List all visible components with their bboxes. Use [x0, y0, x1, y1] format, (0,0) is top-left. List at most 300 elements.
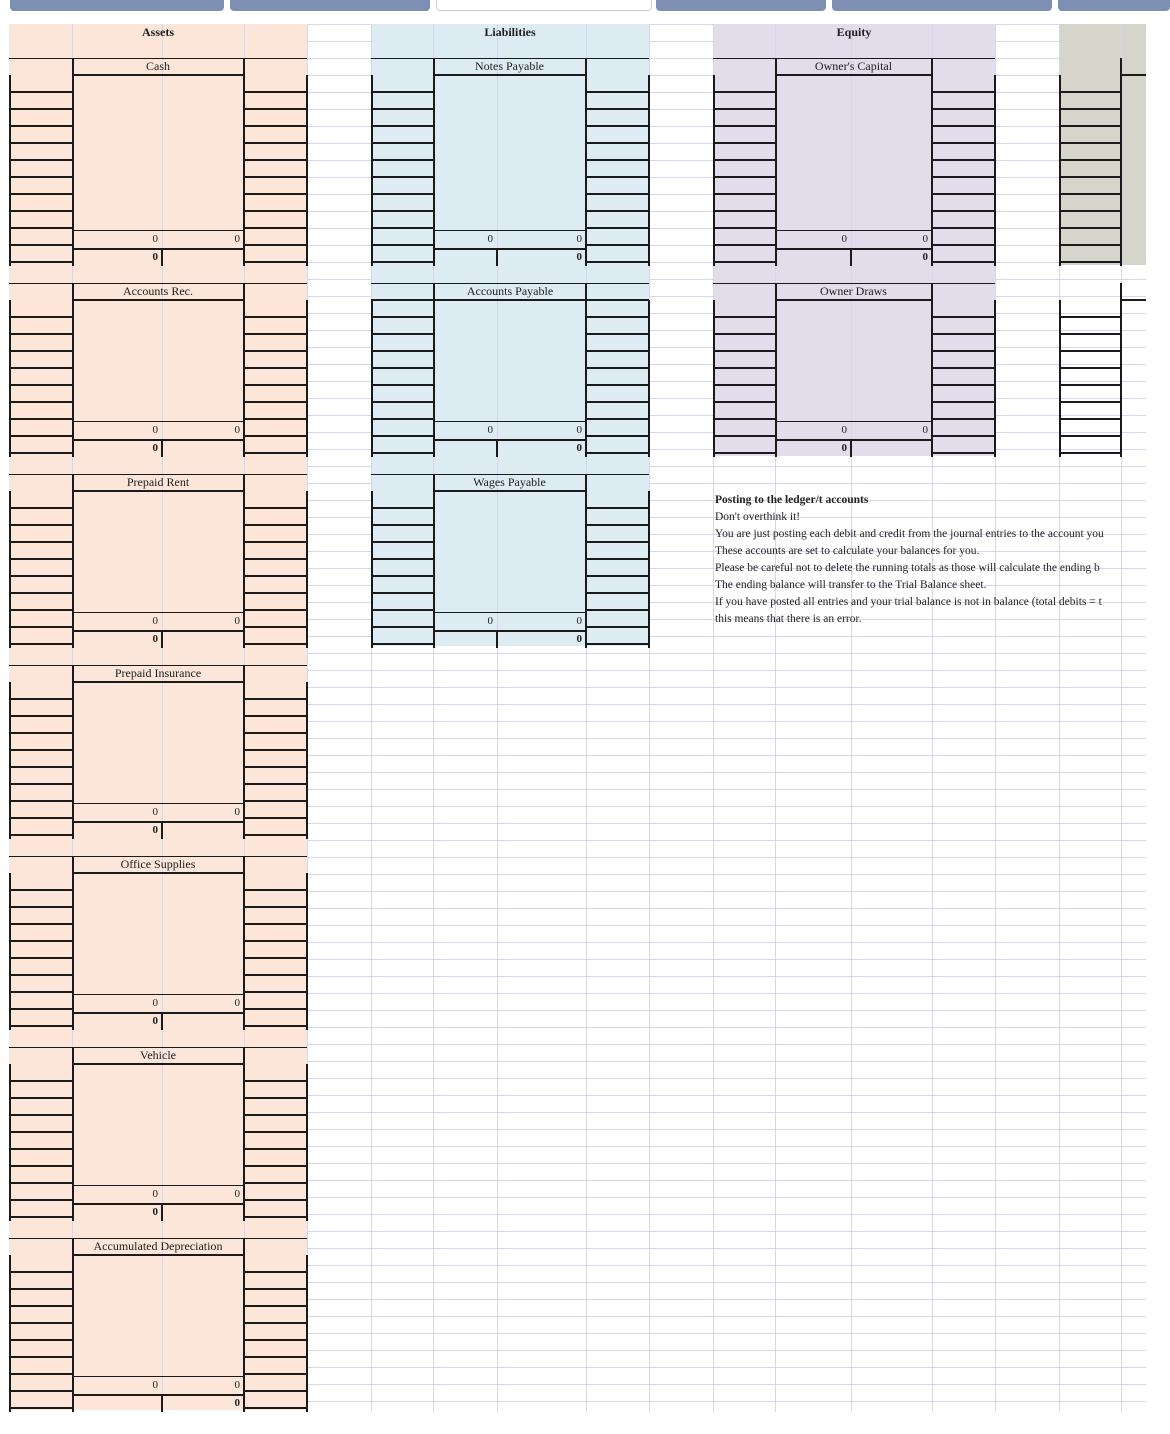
liabilities-title: Liabilities	[484, 25, 536, 39]
entry-row-line	[244, 244, 307, 246]
t-account-header-border	[9, 474, 307, 475]
entry-row-line	[244, 643, 307, 645]
ending-balance: 0	[576, 251, 582, 263]
entry-row-line	[9, 1288, 72, 1290]
t-account-header-left	[72, 1047, 74, 1065]
entry-row-line	[244, 698, 307, 700]
entry-row-line	[371, 125, 433, 127]
sheet-tab-1[interactable]	[10, 0, 224, 11]
partial-top-line	[1121, 74, 1146, 76]
entry-row-line	[371, 227, 433, 229]
t-account-left-edge	[713, 75, 715, 266]
partial-divider	[1120, 283, 1122, 457]
credit-total: 0	[234, 424, 240, 436]
entry-row-line	[713, 142, 775, 144]
entry-row-line	[586, 524, 649, 526]
t-account-credit-divider	[931, 300, 933, 457]
entry-row-line	[9, 592, 72, 594]
t-account-credit-divider	[585, 75, 587, 266]
entry-row-line	[586, 333, 649, 335]
entry-row-line	[9, 1199, 72, 1201]
entry-row-line	[9, 333, 72, 335]
credit-total: 0	[234, 1188, 240, 1200]
entry-row-line	[713, 108, 775, 110]
entry-row-line	[244, 541, 307, 543]
ending-balance: 0	[152, 1206, 158, 1218]
entry-row-line	[586, 401, 649, 403]
partial-row-line	[1059, 261, 1120, 263]
partial-row-line	[1059, 435, 1120, 437]
t-account-left-edge	[9, 75, 11, 266]
sheet-tab-4[interactable]	[656, 0, 826, 11]
t-account-header-right	[243, 58, 245, 76]
ending-balance: 0	[152, 633, 158, 645]
entry-row-line	[9, 1216, 72, 1218]
partial-row-line	[1059, 108, 1120, 110]
t-account-left-edge	[9, 873, 11, 1030]
t-account-header-left	[72, 58, 74, 76]
t-account-right-edge	[994, 75, 996, 266]
debit-total: 0	[841, 424, 847, 436]
t-account-header-border	[9, 856, 307, 857]
entry-row-line	[244, 125, 307, 127]
credit-total: 0	[234, 806, 240, 818]
entry-row-line	[586, 159, 649, 161]
t-account-credit-divider	[585, 491, 587, 648]
ending-balance: 0	[152, 442, 158, 454]
t-account-left-edge	[371, 300, 373, 457]
partial-row-line	[1059, 367, 1120, 369]
entry-row-line	[9, 974, 72, 976]
entry-row-line	[244, 333, 307, 335]
entry-row-line	[244, 142, 307, 144]
liabilities-band	[371, 24, 649, 646]
ending-balance: 0	[152, 1015, 158, 1027]
entry-row-line	[244, 1182, 307, 1184]
entry-row-line	[586, 435, 649, 437]
ending-balance: 0	[576, 633, 582, 645]
t-account-top-line	[72, 681, 244, 683]
partial-row-line	[1059, 333, 1120, 335]
t-account-credit-divider	[931, 75, 933, 266]
partial-row-line	[1059, 227, 1120, 229]
entry-row-line	[9, 401, 72, 403]
partial-row-line	[1059, 176, 1120, 178]
credit-total: 0	[234, 997, 240, 1009]
entry-row-line	[371, 643, 433, 645]
entry-row-line	[713, 244, 775, 246]
debit-total: 0	[152, 997, 158, 1009]
t-account-header-border	[713, 283, 995, 284]
debit-total: 0	[487, 233, 493, 245]
t-account-top-line	[72, 1063, 244, 1065]
t-account-top-line	[72, 1254, 244, 1256]
entry-row-line	[244, 524, 307, 526]
entry-row-line	[244, 940, 307, 942]
entry-row-line	[586, 367, 649, 369]
t-account-right-edge	[306, 300, 308, 457]
entry-row-line	[244, 350, 307, 352]
t-account-left-edge	[9, 300, 11, 457]
t-account-header-left	[433, 474, 435, 492]
entry-row-line	[244, 1080, 307, 1082]
account-name: Vehicle	[140, 1048, 176, 1062]
t-account-header-right	[585, 474, 587, 492]
entry-row-line	[244, 384, 307, 386]
entry-row-line	[586, 418, 649, 420]
t-account-header-border	[9, 1238, 307, 1239]
debit-total: 0	[152, 1379, 158, 1391]
account-name: Prepaid Insurance	[114, 666, 202, 680]
entry-row-line	[9, 643, 72, 645]
t-account-center-line	[161, 822, 163, 839]
entry-row-line	[713, 193, 775, 195]
t-account-left-edge	[713, 300, 715, 457]
entry-row-line	[244, 261, 307, 263]
entry-row-line	[371, 350, 433, 352]
entry-row-line	[244, 401, 307, 403]
t-account-right-edge	[648, 300, 650, 457]
entry-row-line	[9, 541, 72, 543]
partial-left-edge	[1059, 300, 1061, 457]
t-account-center-line	[850, 440, 852, 457]
instructions-line-1: Don't overthink it!	[715, 511, 801, 523]
entry-row-line	[713, 384, 775, 386]
t-account-top-line	[433, 74, 586, 76]
partial-row-line	[1059, 316, 1120, 318]
entry-row-line	[586, 541, 649, 543]
partial-row-line	[1059, 350, 1120, 352]
entry-row-line	[9, 715, 72, 717]
instructions-title: Posting to the ledger/t accounts	[715, 494, 869, 506]
entry-row-line	[9, 749, 72, 751]
entry-row-line	[932, 125, 995, 127]
entry-row-line	[932, 401, 995, 403]
t-account-top-line	[371, 299, 649, 301]
entry-row-line	[9, 923, 72, 925]
entry-row-line	[244, 889, 307, 891]
instructions-line-2: You are just posting each debit and credit from the journal entries to the account you	[715, 528, 1104, 540]
entry-row-line	[371, 401, 433, 403]
entry-row-line	[713, 227, 775, 229]
t-account-header-left	[775, 283, 777, 301]
account-name: Cash	[146, 59, 170, 73]
credit-total: 0	[234, 615, 240, 627]
entry-row-line	[244, 193, 307, 195]
entry-row-line	[371, 507, 433, 509]
entry-row-line	[244, 1271, 307, 1273]
sheet-tab-active[interactable]	[436, 0, 652, 11]
entry-row-line	[932, 244, 995, 246]
entry-row-line	[244, 1305, 307, 1307]
entry-row-line	[9, 1025, 72, 1027]
entry-row-line	[244, 1288, 307, 1290]
t-account-right-edge	[306, 682, 308, 839]
t-account-header-border	[713, 58, 995, 59]
entry-row-line	[371, 244, 433, 246]
entry-row-line	[244, 1216, 307, 1218]
entry-row-line	[244, 159, 307, 161]
t-account-credit-divider	[243, 300, 245, 457]
sheet-tab-bar	[0, 0, 1170, 14]
entry-row-line	[244, 1131, 307, 1133]
t-account-left-edge	[371, 75, 373, 266]
entry-row-line	[244, 558, 307, 560]
entry-row-line	[371, 418, 433, 420]
credit-total: 0	[922, 424, 928, 436]
entry-row-line	[9, 834, 72, 836]
instructions-block	[715, 492, 1146, 628]
entry-row-line	[586, 176, 649, 178]
t-account-right-edge	[306, 873, 308, 1030]
debit-total: 0	[152, 233, 158, 245]
t-account-center-line	[161, 631, 163, 648]
entry-row-line	[244, 609, 307, 611]
t-account-header-left	[72, 665, 74, 683]
t-account-left-edge	[371, 491, 373, 648]
t-account-credit-divider	[243, 1064, 245, 1221]
entry-row-line	[371, 558, 433, 560]
entry-row-line	[9, 766, 72, 768]
entry-row-line	[9, 957, 72, 959]
entry-row-line	[9, 1390, 72, 1392]
entry-row-line	[586, 643, 649, 645]
entry-row-line	[371, 176, 433, 178]
entry-row-line	[932, 384, 995, 386]
entry-row-line	[244, 592, 307, 594]
entry-row-line	[244, 626, 307, 628]
entry-row-line	[9, 524, 72, 526]
credit-total: 0	[922, 233, 928, 245]
entry-row-line	[371, 142, 433, 144]
entry-row-line	[586, 575, 649, 577]
entry-row-line	[9, 1165, 72, 1167]
entry-row-line	[9, 626, 72, 628]
entry-row-line	[586, 142, 649, 144]
entry-row-line	[244, 1390, 307, 1392]
entry-row-line	[586, 626, 649, 628]
credit-total: 0	[234, 233, 240, 245]
entry-row-line	[713, 435, 775, 437]
instructions-line-4: Please be careful not to delete the running totals as those will calculate the ending b	[715, 562, 1100, 574]
spreadsheet-grid[interactable]	[9, 24, 1146, 1412]
t-account-header-left	[433, 283, 435, 301]
t-account-credit-divider	[243, 75, 245, 266]
account-name: Notes Payable	[475, 59, 544, 73]
entry-row-line	[244, 817, 307, 819]
sheet-tab-5[interactable]	[832, 0, 1052, 11]
entry-row-line	[932, 261, 995, 263]
entry-row-line	[244, 176, 307, 178]
t-account-credit-divider	[243, 682, 245, 839]
entry-row-line	[9, 367, 72, 369]
entry-row-line	[9, 698, 72, 700]
entry-row-line	[9, 142, 72, 144]
debit-total: 0	[152, 615, 158, 627]
entry-row-line	[244, 800, 307, 802]
entry-row-line	[9, 1322, 72, 1324]
entry-row-line	[9, 507, 72, 509]
entry-row-line	[9, 1356, 72, 1358]
entry-row-line	[9, 193, 72, 195]
entry-row-line	[9, 609, 72, 611]
debit-total: 0	[841, 233, 847, 245]
partial-left-edge	[1059, 75, 1061, 266]
entry-row-line	[932, 176, 995, 178]
t-account-header-right	[931, 58, 933, 76]
entry-row-line	[9, 732, 72, 734]
t-account-center-line	[161, 1013, 163, 1030]
credit-total: 0	[576, 424, 582, 436]
entry-row-line	[713, 125, 775, 127]
entry-row-line	[932, 435, 995, 437]
entry-row-line	[9, 244, 72, 246]
entry-row-line	[586, 507, 649, 509]
entry-row-line	[244, 452, 307, 454]
t-account-right-edge	[306, 1064, 308, 1221]
entry-row-line	[244, 91, 307, 93]
entry-row-line	[586, 592, 649, 594]
account-name: Accounts Payable	[466, 284, 554, 298]
ending-balance: 0	[922, 251, 928, 263]
entry-row-line	[244, 923, 307, 925]
entry-row-line	[9, 261, 72, 263]
entry-row-line	[9, 1114, 72, 1116]
entry-row-line	[371, 541, 433, 543]
entry-row-line	[371, 333, 433, 335]
t-account-header-left	[72, 283, 74, 301]
t-account-left-edge	[9, 1064, 11, 1221]
entry-row-line	[244, 1114, 307, 1116]
entry-row-line	[244, 367, 307, 369]
partial-top-line	[1121, 299, 1146, 301]
ending-balance: 0	[576, 442, 582, 454]
t-account-center-line	[161, 1204, 163, 1221]
t-account-header-border	[371, 58, 649, 59]
entry-row-line	[586, 558, 649, 560]
entry-row-line	[371, 384, 433, 386]
debit-total: 0	[487, 424, 493, 436]
entry-row-line	[586, 210, 649, 212]
partial-row-line	[1059, 418, 1120, 420]
t-account-right-edge	[648, 75, 650, 266]
entry-row-line	[932, 367, 995, 369]
entry-row-line	[586, 193, 649, 195]
entry-row-line	[244, 906, 307, 908]
entry-row-line	[244, 575, 307, 577]
t-account-header-right	[243, 283, 245, 301]
t-account-header-border	[9, 283, 307, 284]
entry-row-line	[371, 159, 433, 161]
entry-row-line	[244, 766, 307, 768]
entry-row-line	[9, 1080, 72, 1082]
entry-row-line	[713, 367, 775, 369]
entry-row-line	[713, 210, 775, 212]
t-account-left-edge	[9, 1255, 11, 1412]
t-account-header-right	[585, 283, 587, 301]
ending-balance: 0	[234, 1397, 240, 1409]
account-name: Office Supplies	[120, 857, 196, 871]
entry-row-line	[9, 575, 72, 577]
partial-row-line	[1059, 452, 1120, 454]
sheet-tab-6[interactable]	[1058, 0, 1170, 11]
entry-row-line	[9, 889, 72, 891]
t-account-header-right	[585, 58, 587, 76]
entry-row-line	[932, 91, 995, 93]
t-account-right-edge	[648, 491, 650, 648]
entry-row-line	[932, 193, 995, 195]
entry-row-line	[371, 193, 433, 195]
entry-row-line	[9, 800, 72, 802]
entry-row-line	[586, 452, 649, 454]
entry-row-line	[9, 1148, 72, 1150]
credit-total: 0	[234, 1379, 240, 1391]
entry-row-line	[371, 316, 433, 318]
entry-row-line	[371, 435, 433, 437]
entry-row-line	[244, 1356, 307, 1358]
entry-row-line	[713, 261, 775, 263]
entry-row-line	[9, 1271, 72, 1273]
sheet-tab-2[interactable]	[230, 0, 430, 11]
entry-row-line	[9, 210, 72, 212]
partial-row-line	[1059, 384, 1120, 386]
entry-row-line	[371, 108, 433, 110]
t-account-right-edge	[306, 1255, 308, 1412]
entry-row-line	[371, 592, 433, 594]
entry-row-line	[713, 159, 775, 161]
entry-row-line	[586, 384, 649, 386]
entry-row-line	[9, 227, 72, 229]
entry-row-line	[244, 715, 307, 717]
account-name: Owner's Capital	[814, 59, 893, 73]
t-account-credit-divider	[243, 1255, 245, 1412]
entry-row-line	[244, 749, 307, 751]
account-name: Prepaid Rent	[126, 475, 190, 489]
entry-row-line	[244, 732, 307, 734]
entry-row-line	[244, 227, 307, 229]
entry-row-line	[932, 142, 995, 144]
ending-balance: 0	[152, 824, 158, 836]
entry-row-line	[9, 991, 72, 993]
entry-row-line	[932, 159, 995, 161]
entry-row-line	[9, 1097, 72, 1099]
t-account-header-left	[72, 1238, 74, 1256]
entry-row-line	[713, 401, 775, 403]
entry-row-line	[9, 1373, 72, 1375]
entry-row-line	[932, 316, 995, 318]
entry-row-line	[244, 435, 307, 437]
t-account-top-line	[72, 872, 244, 874]
entry-row-line	[713, 176, 775, 178]
entry-row-line	[244, 316, 307, 318]
entry-row-line	[244, 1008, 307, 1010]
debit-total: 0	[487, 615, 493, 627]
entry-row-line	[586, 125, 649, 127]
entry-row-line	[244, 507, 307, 509]
account-name: Accumulated Depreciation	[93, 1239, 223, 1253]
entry-row-line	[244, 1322, 307, 1324]
entry-row-line	[244, 1025, 307, 1027]
t-account-header-right	[931, 283, 933, 301]
ending-balance: 0	[152, 251, 158, 263]
t-account-left-edge	[9, 491, 11, 648]
t-account-top-line	[775, 74, 932, 76]
partial-row-line	[1059, 244, 1120, 246]
entry-row-line	[371, 524, 433, 526]
t-account-header-border	[371, 283, 649, 284]
entry-row-line	[586, 316, 649, 318]
entry-row-line	[9, 418, 72, 420]
